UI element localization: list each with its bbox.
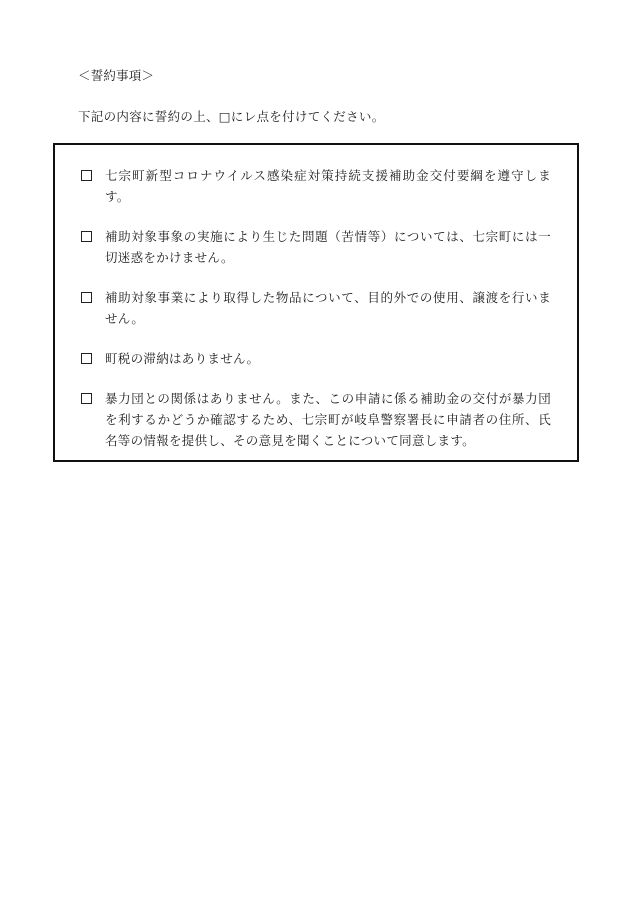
pledge-item (81, 348, 551, 369)
pledge-item (81, 388, 551, 451)
pledge-text: 暴力団との関係はありません。また、この申請に係る補助金の交付が暴力団を利するかどうか確認するため、七宗町が岐阜警察署長に申請者の住所、氏名等の情報を提供し、その意見を聞くことについて同意します。 (105, 391, 551, 448)
pledge-checkbox[interactable] (81, 170, 92, 181)
pledge-item (81, 287, 551, 329)
pledge-box (53, 143, 579, 462)
pledge-text: 補助対象事業により取得した物品について、目的外での使用、譲渡を行いません。 (105, 290, 551, 326)
pledge-checkbox[interactable] (81, 353, 92, 364)
pledge-item (81, 226, 551, 268)
instruction-text: 下記の内容に誓約の上、□にレ点を付けてください。 (78, 109, 385, 124)
pledge-checkbox[interactable] (81, 393, 92, 404)
pledge-text: 七宗町新型コロナウイルス感染症対策持続支援補助金交付要綱を遵守します。 (105, 168, 551, 204)
pledge-checkbox[interactable] (81, 231, 92, 242)
pledge-text: 町税の滞納はありません。 (105, 351, 260, 366)
section-heading: ＜誓約事項＞ (78, 68, 155, 83)
pledge-item (81, 165, 551, 207)
pledge-checkbox[interactable] (81, 292, 92, 303)
pledge-text: 補助対象事象の実施により生じた問題（苦情等）については、七宗町には一切迷惑をかけません。 (105, 229, 551, 265)
